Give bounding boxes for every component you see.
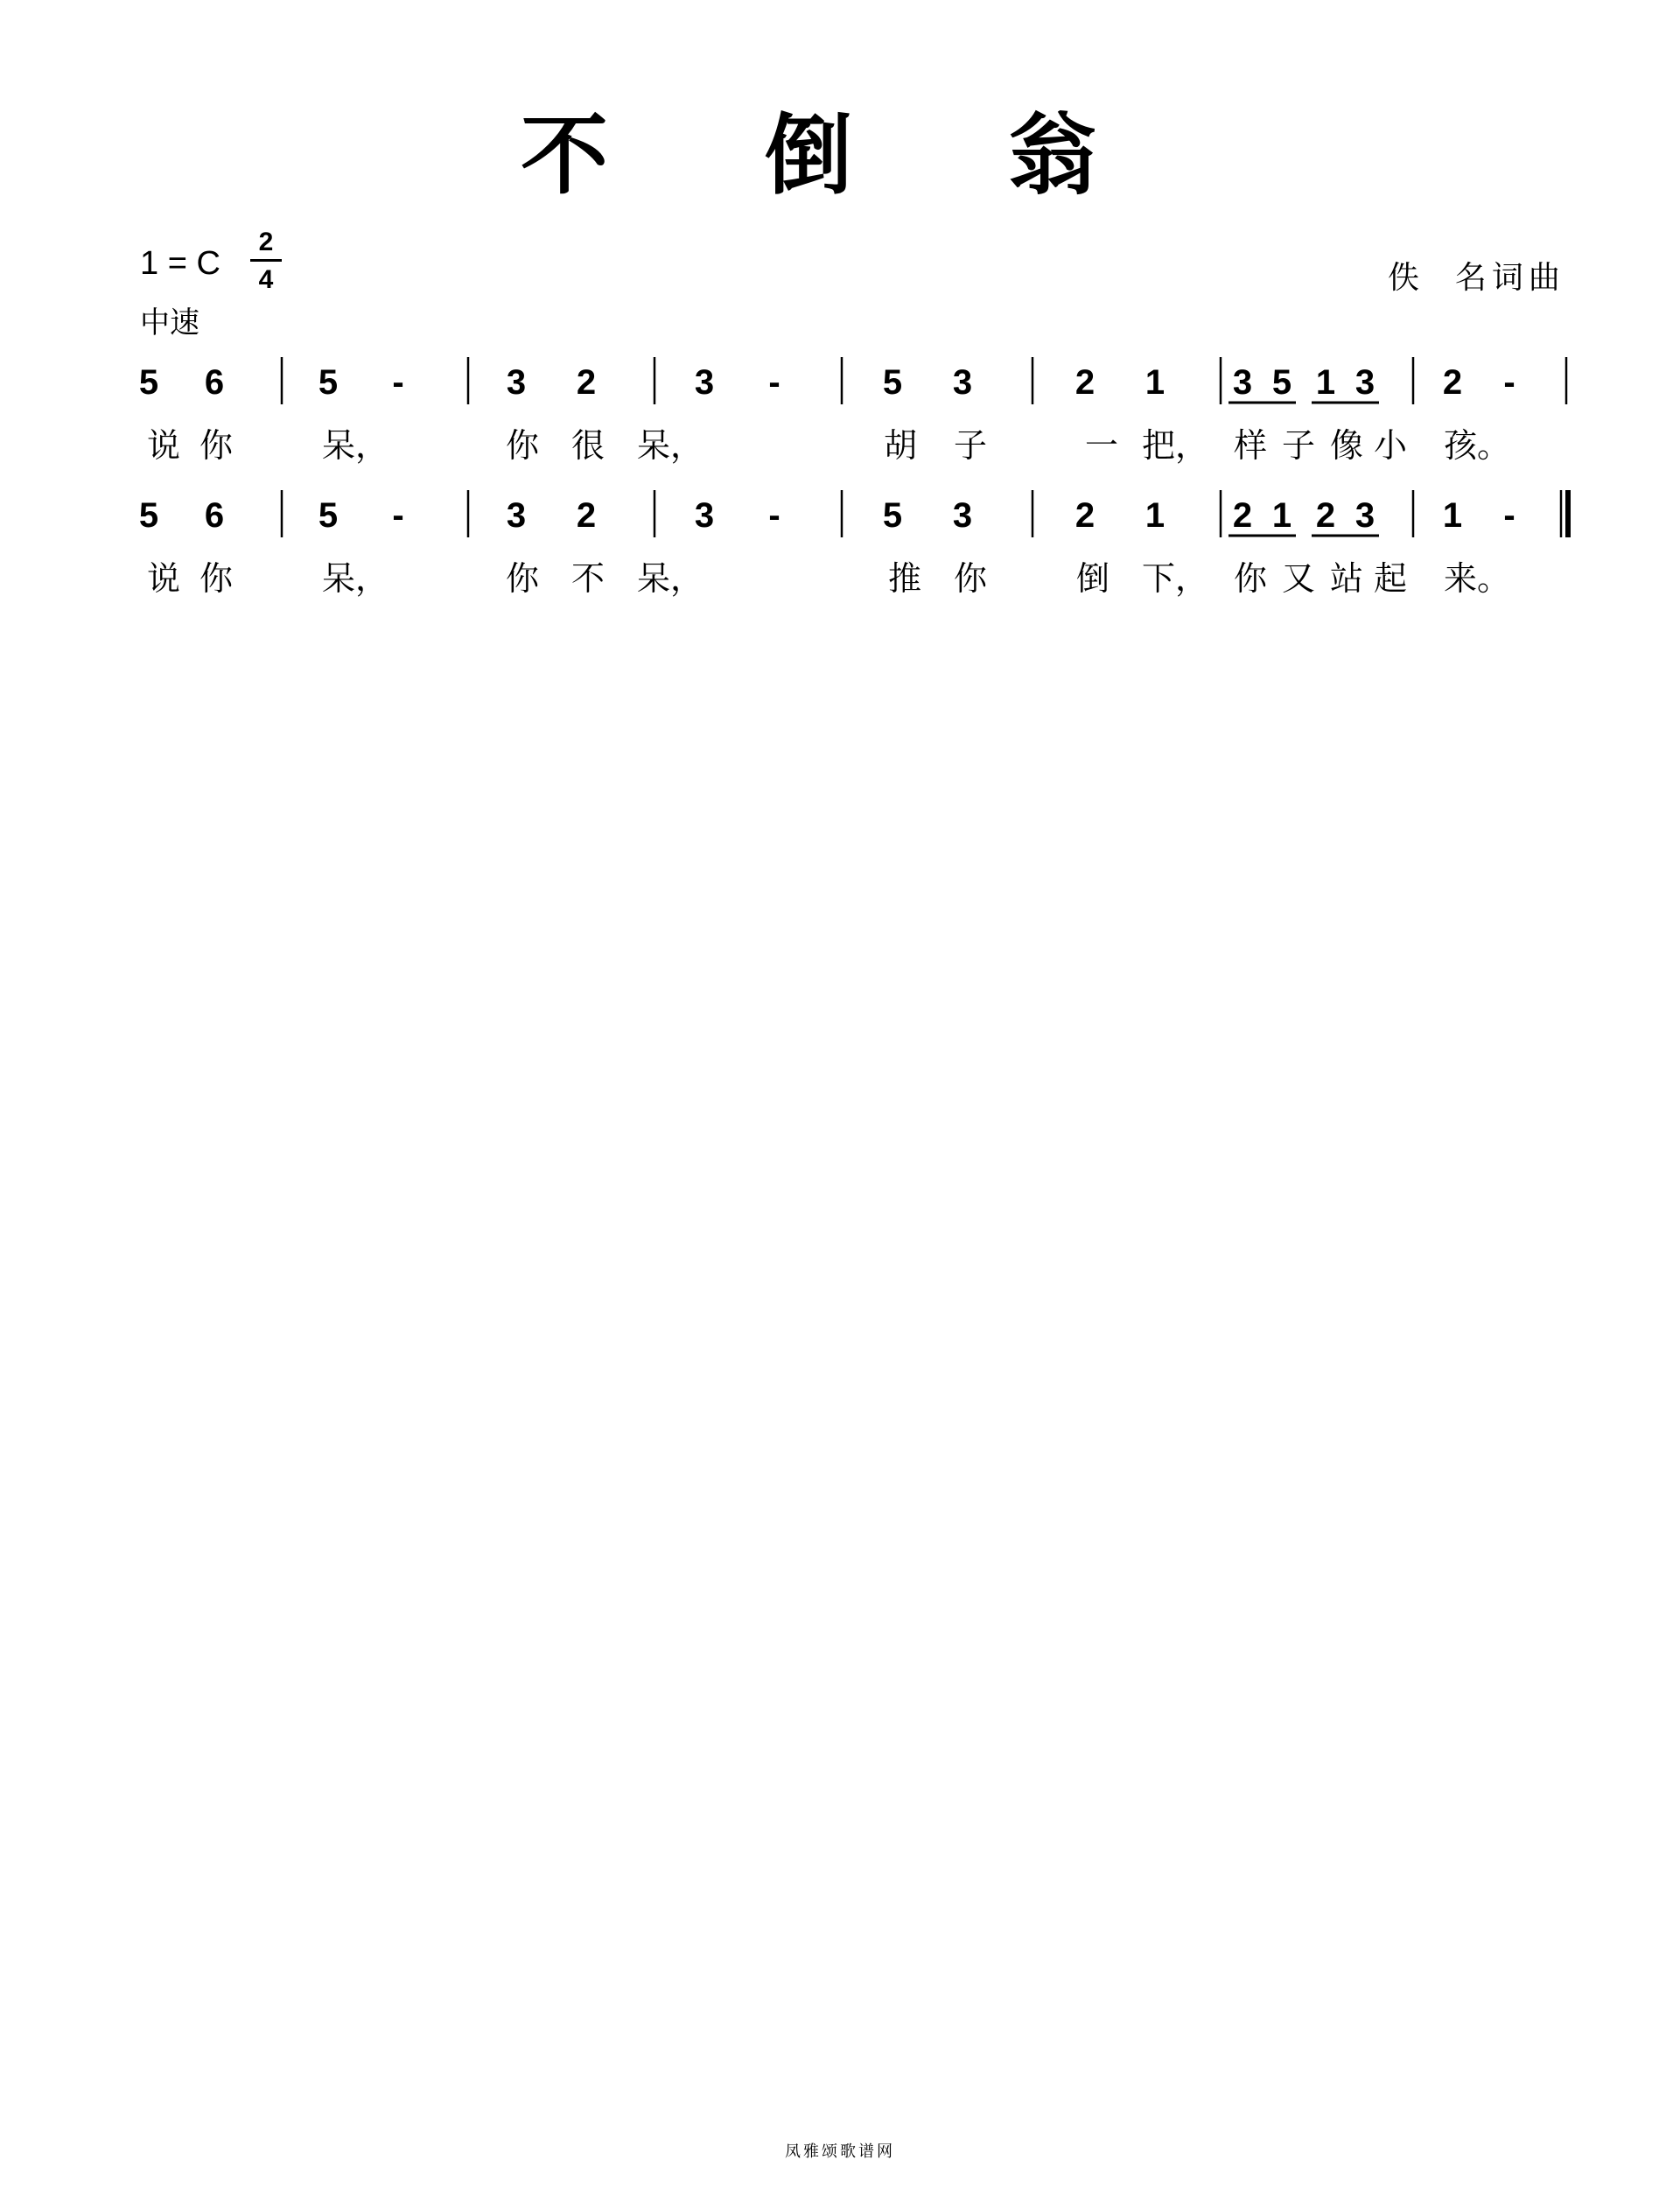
lyric-syllable: 很 [571,426,606,465]
key-signature: 1 = C [140,245,220,282]
lyric-syllable: 你 [1234,559,1268,598]
time-signature-top: 2 [258,228,274,256]
note: 3 [952,496,973,535]
lyric-syllable: 呆， [322,559,389,598]
lyric-syllable: 胡 [884,426,918,465]
note: 2 [1315,496,1336,535]
note: 2 [576,363,597,402]
lyric-syllable: 来。 [1444,559,1511,598]
time-signature-bar [250,259,282,262]
lyric-syllable: 样 [1234,426,1268,465]
note: 5 [882,363,903,402]
lyric-syllable: 你 [200,426,234,465]
dash-note: - [768,496,780,535]
lyric-syllable: 不 [571,559,606,598]
note: 5 [138,363,159,402]
dash-note: - [768,363,780,402]
lyric-syllable: 你 [506,559,540,598]
tempo-marking: 中速 [140,305,200,340]
lyric-syllable: 站 [1330,559,1364,598]
note: 6 [204,496,225,535]
note: 3 [1354,496,1376,535]
lyric-syllable: 子 [1282,426,1316,465]
score-notation [0,333,1680,1033]
lyric-syllable: 像 [1330,426,1364,465]
note: 3 [1232,363,1253,402]
score-system [139,357,1566,465]
lyric-syllable: 呆， [637,559,704,598]
note: 2 [1442,363,1463,402]
lyric-syllable: 一 [1085,426,1119,465]
lyric-syllable: 呆， [637,426,704,465]
note: 3 [506,363,527,402]
lyric-syllable: 你 [506,426,540,465]
note: 3 [952,363,973,402]
note: 2 [1232,496,1253,535]
note: 3 [506,496,527,535]
note: 1 [1144,363,1166,402]
note: 2 [1074,496,1096,535]
note: 5 [1271,363,1292,402]
note: 2 [1074,363,1096,402]
lyric-syllable: 推 [888,559,922,598]
note: 2 [576,496,597,535]
lyric-syllable: 小 [1374,426,1408,465]
score-system [139,490,1568,598]
dash-note: - [1503,496,1516,535]
note: 5 [318,363,339,402]
time-signature [250,229,282,295]
note: 6 [204,363,225,402]
lyric-syllable: 你 [954,559,988,598]
dash-note: - [392,496,404,535]
note: 5 [318,496,339,535]
lyric-syllable: 把， [1142,426,1209,465]
song-title: 不 倒 翁 [521,104,1159,207]
lyric-syllable: 呆， [322,426,389,465]
lyric-syllable: 下， [1142,559,1209,598]
time-signature-bottom: 4 [258,265,274,294]
lyric-syllable: 说 [147,426,181,465]
note: 1 [1442,496,1463,535]
note: 5 [138,496,159,535]
note: 1 [1271,496,1292,535]
note: 5 [882,496,903,535]
note: 3 [1354,363,1376,402]
note: 1 [1315,363,1336,402]
note: 3 [694,496,715,535]
lyric-syllable: 起 [1374,559,1408,598]
note: 1 [1144,496,1166,535]
dash-note: - [392,363,404,402]
composer-credit: 佚 名词曲 [1388,260,1565,296]
note: 3 [694,363,715,402]
lyric-syllable: 又 [1282,559,1316,598]
footer-watermark: 凤雅颂歌谱网 [785,2142,895,2161]
lyric-syllable: 说 [147,559,181,598]
dash-note: - [1503,363,1516,402]
lyric-syllable: 子 [954,426,988,465]
lyric-syllable: 孩。 [1444,426,1511,465]
lyric-syllable: 你 [200,559,234,598]
lyric-syllable: 倒 [1076,559,1110,598]
